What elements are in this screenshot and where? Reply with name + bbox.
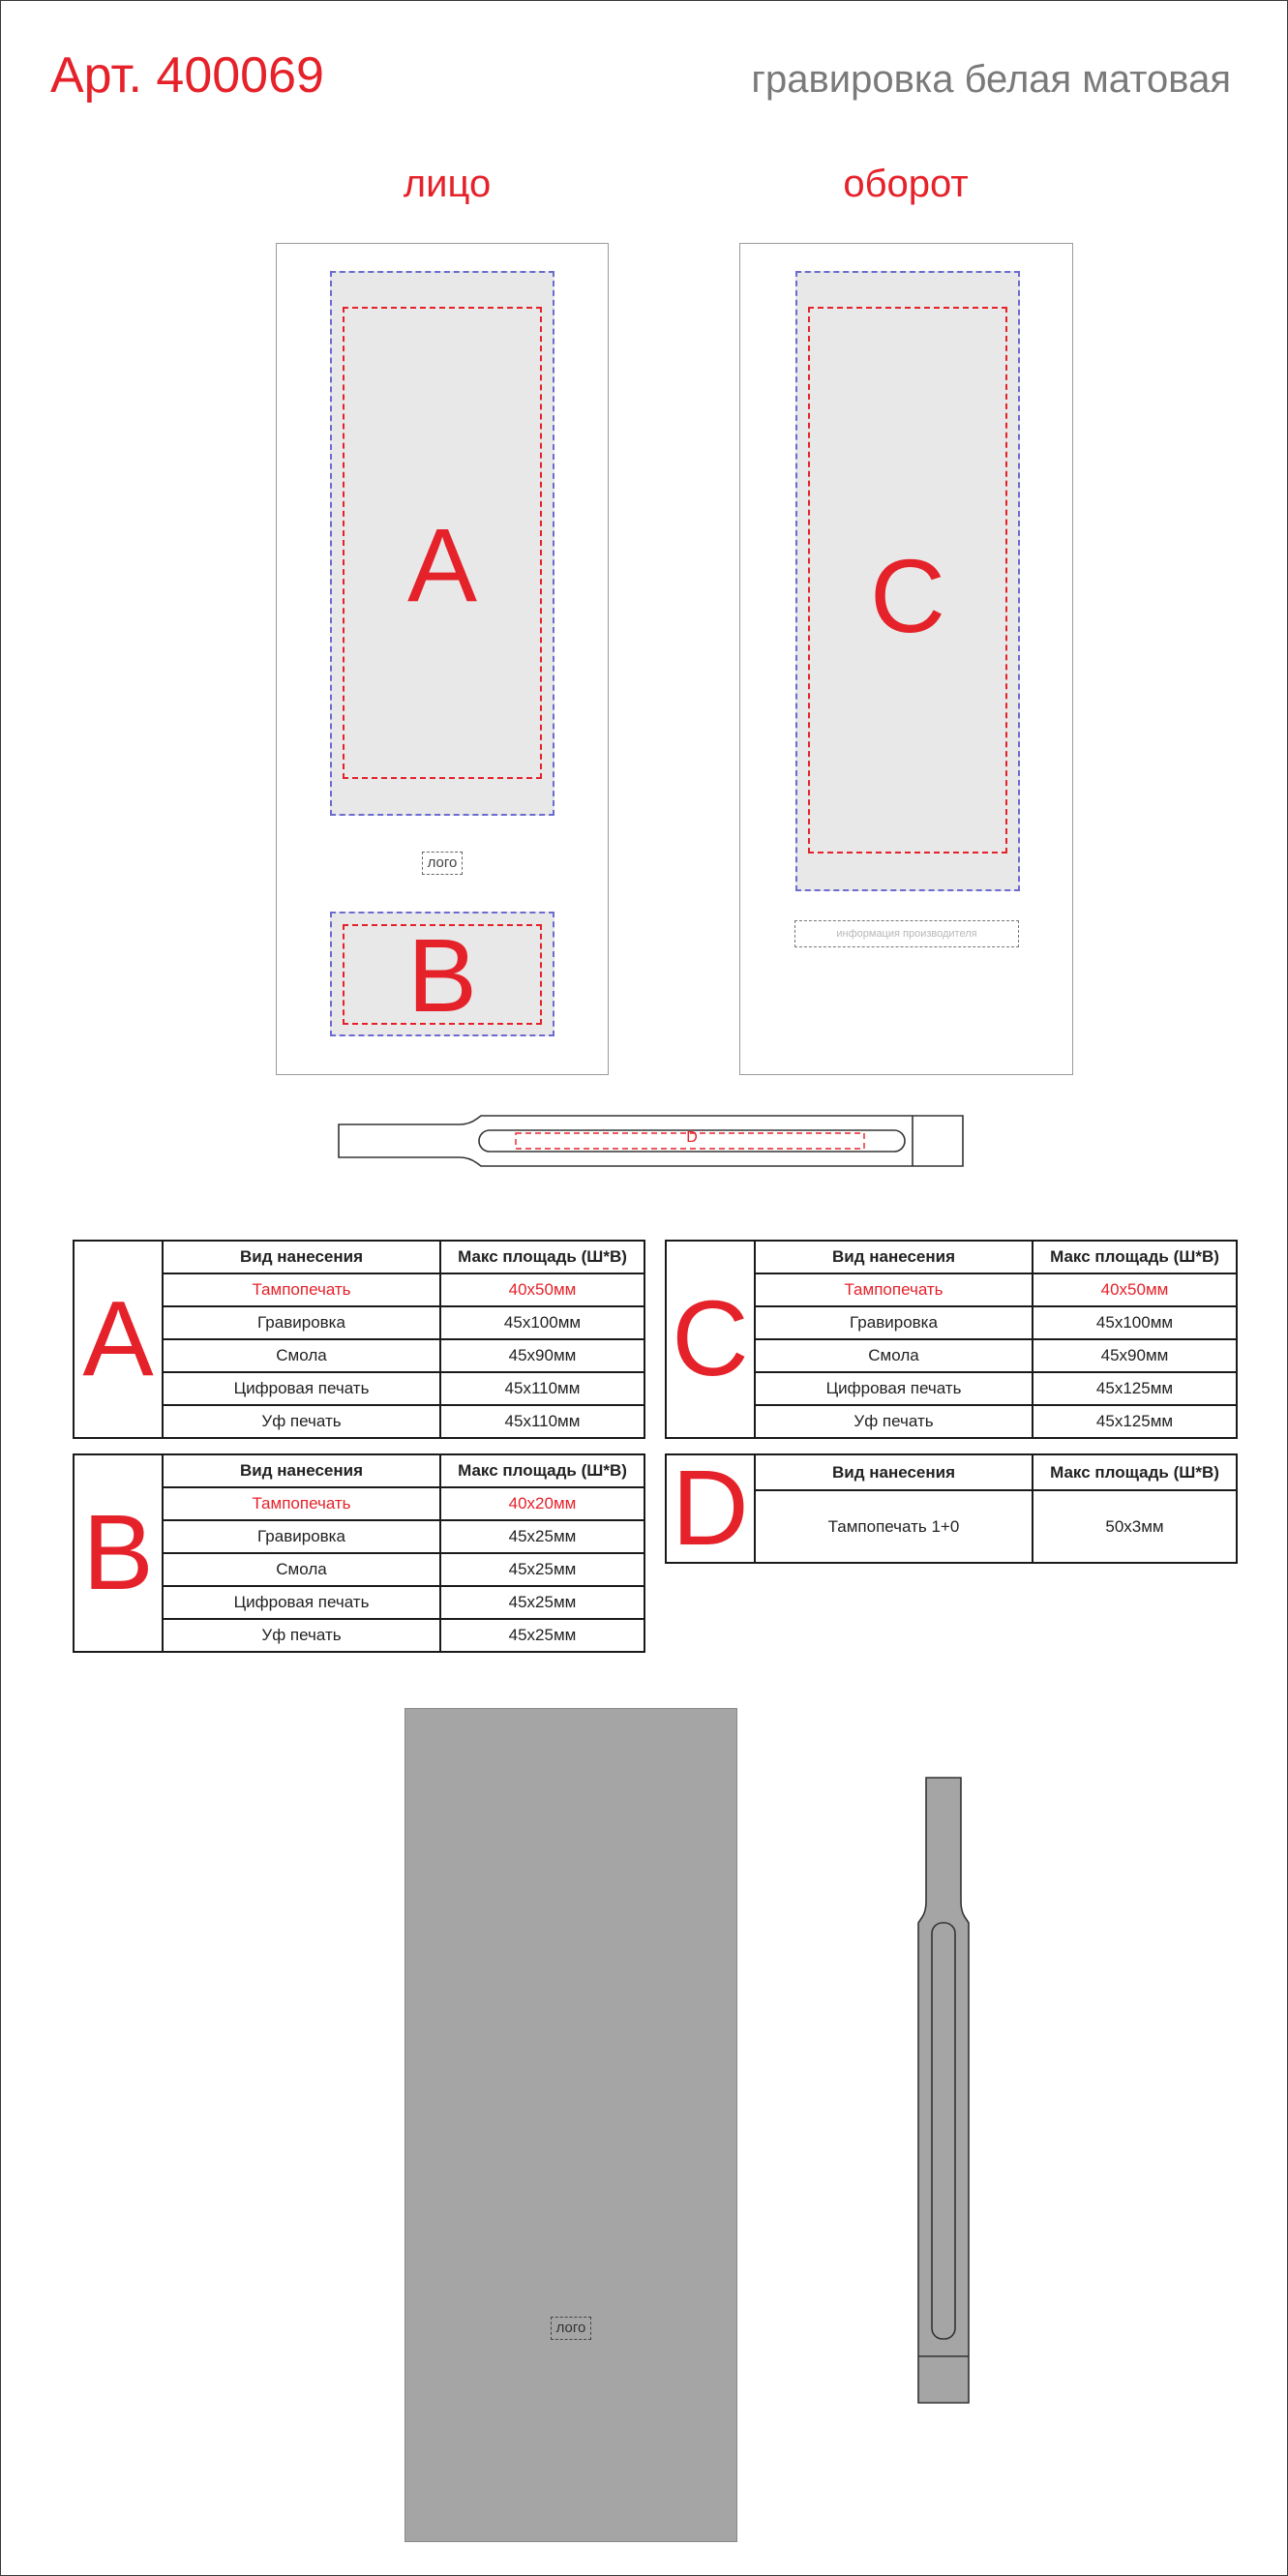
table-c-area: 40x50мм xyxy=(1033,1273,1237,1306)
table-d-area: 50x3мм xyxy=(1033,1490,1237,1563)
table-c-header-method: Вид нанесения xyxy=(755,1241,1033,1273)
zone-c-letter: C xyxy=(870,537,945,654)
table-b-method: Смола xyxy=(163,1553,440,1586)
table-c-area: 45x100мм xyxy=(1033,1306,1237,1339)
back-side-label: оборот xyxy=(843,163,969,205)
table-c-letter: C xyxy=(666,1241,755,1438)
product-side-slot xyxy=(932,1923,955,2339)
table-a-method: Гравировка xyxy=(163,1306,440,1339)
table-c-header-area: Макс площадь (Ш*В) xyxy=(1033,1241,1237,1273)
table-c-method: Гравировка xyxy=(755,1306,1033,1339)
back-panel xyxy=(739,243,1073,1075)
table-b-area: 45x25мм xyxy=(440,1619,644,1652)
table-c-method: Тампопечать xyxy=(755,1273,1033,1306)
front-panel xyxy=(276,243,609,1075)
product-front-preview xyxy=(404,1708,737,2542)
zone-a xyxy=(330,271,554,816)
table-b-area: 45x25мм xyxy=(440,1553,644,1586)
product-side-preview xyxy=(914,1776,973,2405)
print-method-title: гравировка белая матовая xyxy=(751,58,1231,101)
table-c-method: Смола xyxy=(755,1339,1033,1372)
table-a-header-method: Вид нанесения xyxy=(163,1241,440,1273)
table-a-area: 45x100мм xyxy=(440,1306,644,1339)
table-d-header-area: Макс площадь (Ш*В) xyxy=(1033,1454,1237,1490)
table-c-area: 45x90мм xyxy=(1033,1339,1237,1372)
zone-a-letter: A xyxy=(406,506,478,623)
table-c-method: Уф печать xyxy=(755,1405,1033,1438)
table-a-method: Тампопечать xyxy=(163,1273,440,1306)
table-zone-d xyxy=(665,1449,1238,1568)
table-b-method: Уф печать xyxy=(163,1619,440,1652)
table-b-header-area: Макс площадь (Ш*В) xyxy=(440,1454,644,1487)
table-b-area: 45x25мм xyxy=(440,1586,644,1619)
table-b-header-method: Вид нанесения xyxy=(163,1454,440,1487)
table-a-header-area: Макс площадь (Ш*В) xyxy=(440,1241,644,1273)
table-zone-a xyxy=(73,1240,645,1439)
table-c-method: Цифровая печать xyxy=(755,1372,1033,1405)
table-zone-c xyxy=(665,1240,1238,1439)
logo-placeholder: лого xyxy=(422,852,463,875)
zone-b-letter: B xyxy=(406,916,478,1033)
table-a-area: 45x110мм xyxy=(440,1405,644,1438)
table-a-method: Цифровая печать xyxy=(163,1372,440,1405)
table-a-method: Уф печать xyxy=(163,1405,440,1438)
table-d-method: Тампопечать 1+0 xyxy=(755,1490,1033,1563)
table-b-method: Тампопечать xyxy=(163,1487,440,1520)
article-number: Арт. 400069 xyxy=(50,47,324,104)
table-d-header-method: Вид нанесения xyxy=(755,1454,1033,1490)
table-a-letter: A xyxy=(74,1241,163,1438)
manufacturer-info-placeholder: информация производителя xyxy=(794,920,1019,947)
table-a-method: Смола xyxy=(163,1339,440,1372)
table-c-area: 45x125мм xyxy=(1033,1372,1237,1405)
zone-c xyxy=(795,271,1020,891)
table-b-area: 40x20мм xyxy=(440,1487,644,1520)
preview-logo-placeholder: лого xyxy=(551,2317,591,2340)
table-a-area: 45x110мм xyxy=(440,1372,644,1405)
table-zone-b xyxy=(73,1453,645,1653)
table-a-area: 45x90мм xyxy=(440,1339,644,1372)
table-b-letter: B xyxy=(74,1454,163,1652)
table-c-area: 45x125мм xyxy=(1033,1405,1237,1438)
zone-b xyxy=(330,912,554,1036)
table-b-method: Гравировка xyxy=(163,1520,440,1553)
table-b-area: 45x25мм xyxy=(440,1520,644,1553)
side-view-drawing xyxy=(334,1113,969,1171)
table-b-method: Цифровая печать xyxy=(163,1586,440,1619)
zone-d-label: D xyxy=(686,1129,698,1146)
front-side-label: лицо xyxy=(403,163,492,205)
table-a-area: 40x50мм xyxy=(440,1273,644,1306)
table-d-letter: D xyxy=(666,1454,755,1563)
